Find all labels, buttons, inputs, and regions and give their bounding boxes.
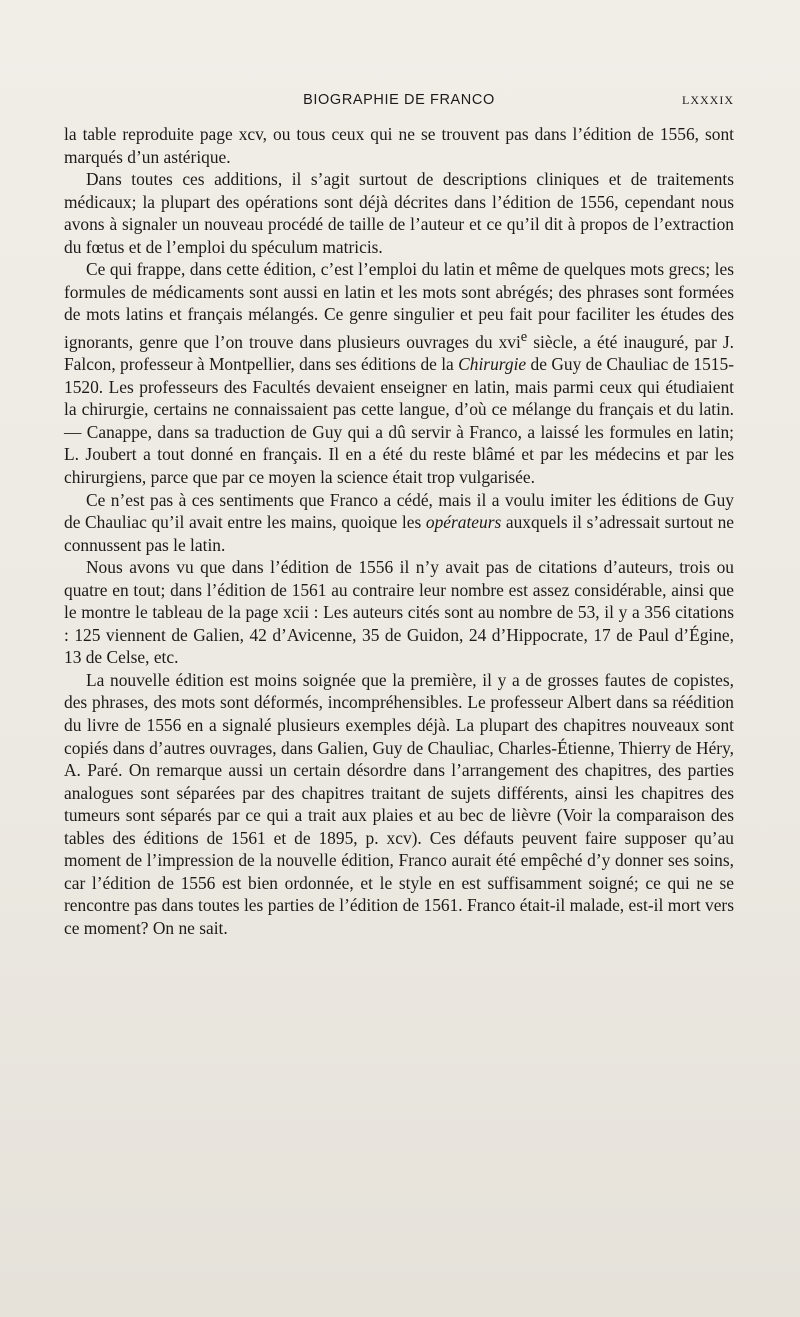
body-text <box>64 123 734 939</box>
paragraph-3 <box>64 258 734 488</box>
paragraph-3-part-2: siècle, a été inauguré, par J. Falcon, professeur à Montpellier, dans ses éditions de la <box>64 331 734 375</box>
paragraph-3-part-1: Ce qui frappe, dans cette édition, c’est l’emploi du latin et même de quelques mots grecs; les formules de médicaments sont aussi en latin et les mots sont abrégés; des phrases sont formées de mots latins et français mélangés. Ce genre singulier et peu fait pour faciliter les études des ignorants, genre que l’on trouve dans plusieurs ouvrages du xvi <box>64 259 734 352</box>
paragraph-5: Nous avons vu que dans l’édition de 1556 il n’y avait pas de citations d’auteurs, trois ou quatre en tout; dans l’édition de 1561 au contraire leur nombre est assez considérable, ainsi que le montre le tableau de la page xcii : Les auteurs cités sont au nombre de 53, il y a 356 citations : 125 viennent de Galien, 42 d’Avicenne, 35 de Guidon, 24 d’Hippocrate, 17 de Paul d’Égine, 13 de Celse, etc. <box>64 557 734 668</box>
italic-operateurs: opérateurs <box>425 512 502 533</box>
running-header <box>64 92 734 116</box>
paragraph-4-part-2: auxquels il s’adressait surtout ne connussent pas le latin. <box>64 512 735 555</box>
paragraph-1: la table reproduite page xcv, ou tous ceux qui ne se trouvent pas dans l’édition de 1556, sont marqués d’un astérique. <box>64 124 734 167</box>
paragraph-3-part-3: de Guy de Chauliac de 1515-1520. Les professeurs des Facultés devaient enseigner en latin, mais parmi ceux qui étudiaient la chirurgie, certains ne connaissaient pas cette langue, d’où ce mélange du français et du latin. — Canappe, dans sa traduction de Guy qui a dû servir à Franco, a laissé les formules en latin; L. Joubert a tout donné en français. Il en a été du reste blâmé et par les médecins et par les chirurgiens, parce que par ce moyen la science était trop vulgarisée. <box>64 354 734 487</box>
paragraph-4-part-1: Ce n’est pas à ces sentiments que Franco a cédé, mais il a voulu imiter les éditions de Guy de Chauliac qu’il avait entre les mains, quoique les <box>64 489 734 533</box>
paragraph-4 <box>64 489 734 557</box>
book-title-chirurgie: Chirurgie <box>458 354 527 375</box>
paragraph-6: La nouvelle édition est moins soignée que la première, il y a de grosses fautes de copistes, des phrases, des mots sont déformés, incompréhensibles. Le professeur Albert dans sa réédition du livre de 1556 en a signalé plusieurs exemples déjà. La plupart des chapitres nouveaux sont copiés dans d’autres ouvrages, dans Galien, Guy de Chauliac, Charles-Étienne, Thierry de Héry, A. Paré. On remarque aussi un certain désordre dans l’arrangement des chapitres, des parties analogues sont séparées par des chapitres traitant de sujets différents, ainsi les chapitres des tumeurs sont séparés par ce qui a trait aux plaies et au bec de lièvre (Voir la comparaison des tables des éditions de 1561 et de 1895, p. xcv). Ces défauts peuvent faire supposer qu’au moment de l’impression de la nouvelle édition, Franco aurait été empêché d’y donner ses soins, car l’édition de 1556 est bien ordonnée, et le style en est suffisamment soigné; ce qui ne se rencontre pas dans toutes les parties de l’édition de 1561. Franco était-il malade, est-il mort vers ce moment? On ne sait. <box>64 669 734 938</box>
paragraph-2: Dans toutes ces additions, il s’agit surtout de descriptions cliniques et de traitements médicaux; la plupart des opérations sont déjà décrites dans l’édition de 1556, cependant nous avons à signaler un nouveau procédé de taille de l’auteur et ce qu’il dit à propos de l’extraction du fœtus et de l’emploi du spéculum matricis. <box>64 169 734 257</box>
century-superscript: e <box>520 328 528 345</box>
page-number: LXXXIX <box>682 93 734 107</box>
running-title: BIOGRAPHIE DE FRANCO <box>303 92 495 108</box>
